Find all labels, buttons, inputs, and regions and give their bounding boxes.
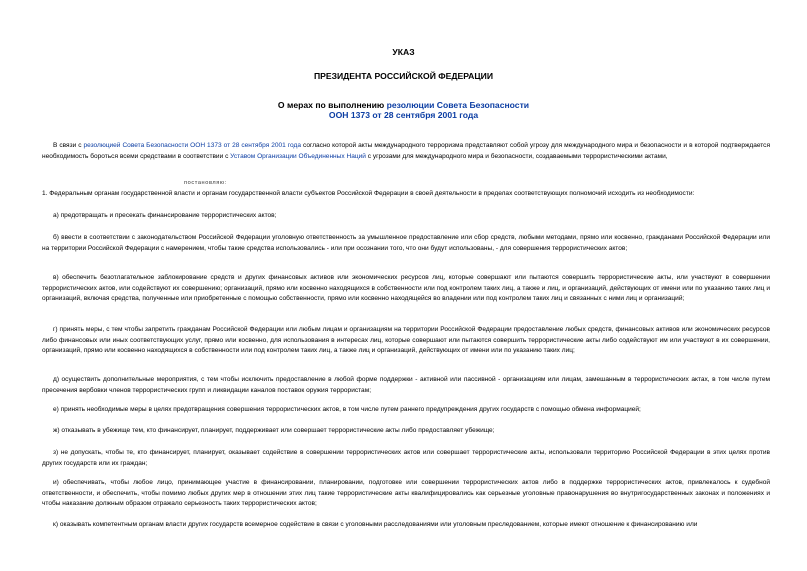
resolution-link-title[interactable]: резолюции Совета Безопасности	[386, 100, 530, 110]
resolution-link[interactable]: резолюцией Совета Безопасности ООН 1373 от 28 сентября 2001 года	[83, 142, 301, 149]
intro-text-start: В связи с	[53, 142, 84, 149]
item-v: в) обеспечить безотлагательное заблокирование средств и других финансовых активов или экономических ресурсов лиц, которые совершают или пытаются совершить террористические акты, или участвуют в совершении террористических актов, или содействуют их совершению; организаций, прямо или косвенно находящихся в собственности или под контролем таких лиц, а также и лиц, и организаций, действующих от имени или по указанию таких лиц и организаций, включая средства, полученные или приобретенные с помощью собственности, прямо или косвенно находящейся во владении или под контролем таких лиц и связанных с ними лиц и организаций;	[42, 274, 770, 302]
item-zh: ж) отказывать в убежище тем, кто финансирует, планирует, поддерживает или совершает террористические акты либо предоставляет убежище;	[53, 427, 495, 434]
decree-word: постановляю:	[184, 180, 227, 186]
item-d: д) осуществить дополнительные мероприятия, с тем чтобы исключить предоставление в любой форме поддержки - активной или пассивной - организациям или лицам, замешанным в террористических актах, в том числе путем пресечения вербовки членов террористических групп и ликвидации каналов поставок оружия террористам;	[42, 376, 770, 394]
intro-paragraph	[42, 141, 770, 162]
decree-title: УКАЗ	[392, 47, 415, 57]
item-z: з) не допускать, чтобы те, кто финансирует, планирует, оказывает содействие в совершении террористических актов или совершает террористические акты, использовали территорию Российской Федерации в этих целях против других государств или их граждан;	[42, 449, 770, 467]
item-b: б) ввести в соответствии с законодательством Российской Федерации уголовную ответственность за умышленное предоставление или сбор средств, любыми методами, прямо или косвенно, гражданами Российской Федерации или на территории Российской Федерации с намерением, чтобы такие средства использовались - или при осознании того, что они будут использованы, - для совершения террористических актов;	[42, 234, 770, 252]
item-g: г) принять меры, с тем чтобы запретить гражданам Российской Федерации или любым лицам и организациям на территории Российской Федерации предоставление любых средств, финансовых активов или экономических ресурсов либо финансовых или иных соответствующих услуг, прямо или косвенно, для использования в интересах лиц, которые совершают или пытаются совершить террористические акты либо содействуют им или участвуют в их совершении, организаций, прямо или косвенно находящихся в собственности или под контролем таких лиц, а также лиц и организаций, действующих от имени или по указанию таких лиц;	[42, 326, 770, 354]
item-e: е) принять необходимые меры в целях предотвращения совершения террористических актов, в том числе путем раннего предупреждения других государств с помощью обмена информацией;	[53, 406, 641, 413]
decree-subject	[0, 100, 807, 110]
intro-text-end: с угрозами для международного мира и безопасности, создаваемыми террористическими актами,	[365, 152, 668, 160]
intro-text-mid: согласно которой акты международного терроризма представляют собой угрозу для международного мира и безопасности и в которой подтверждается необходимость бороться всеми средствами в соответствии с	[42, 142, 770, 160]
item-i: и) обеспечивать, чтобы любое лицо, принимающее участие в финансировании, планировании, подготовке или совершении террористических актов либо в поддержке террористических актов, привлекалось к судебной ответственности, и обеспечить, чтобы помимо любых других мер в отношении этих лиц такие террористические акты квалифицировались как серьезные уголовные правонарушения во внутригосударственных законах и положениях и чтобы наказание должным образом отражало серьезность таких террористических актов;	[42, 479, 770, 507]
decree-subject-prefix: О мерах по выполнению	[277, 100, 387, 110]
item-a: а) предотвращать и пресекать финансирование террористических актов;	[53, 212, 277, 219]
item-1: 1. Федеральным органам государственной власти и органам государственной власти субъектов Российской Федерации в своей деятельности в пределах соответствующих полномочий исходить из необходимости:	[42, 190, 695, 197]
decree-issuer: ПРЕЗИДЕНТА РОССИЙСКОЙ ФЕДЕРАЦИИ	[313, 71, 494, 81]
un-charter-link[interactable]: Уставом Организации Объединенных Наций	[230, 152, 366, 160]
decree-subject-line2[interactable]: ООН 1373 от 28 сентября 2001 года	[328, 110, 479, 120]
item-k: к) оказывать компетентным органам власти других государств всемерное содействие в связи с уголовными расследованиями или уголовным преследованием, которые имеют отношение к финансированию или	[53, 521, 698, 528]
